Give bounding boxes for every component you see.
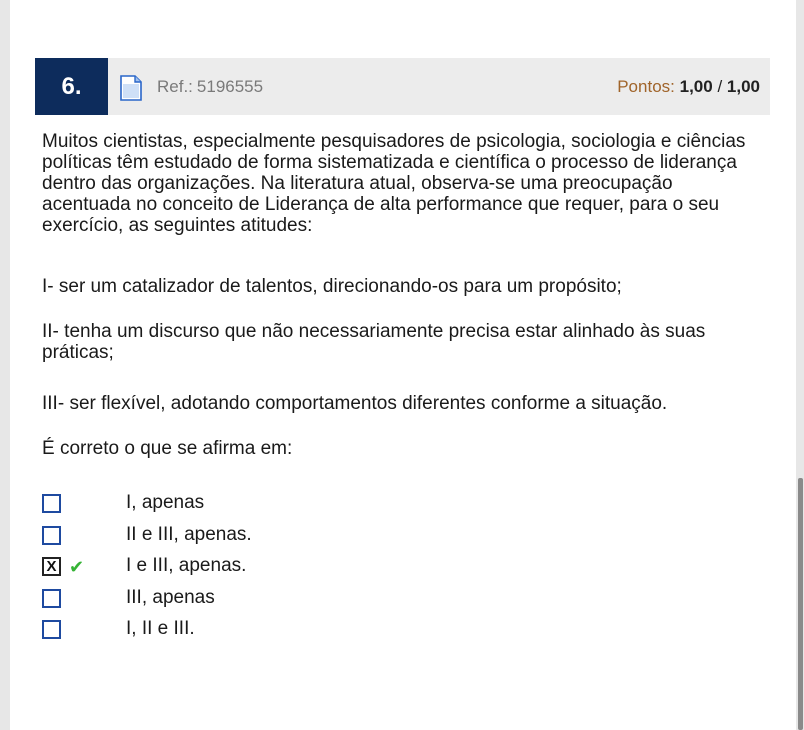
option-label: II e III, apenas. <box>126 523 252 545</box>
points-separator: / <box>717 77 723 96</box>
answer-option[interactable] <box>42 524 442 556</box>
page-frame-left <box>0 0 10 730</box>
stem-item-ii: II- tenha um discurso que não necessariamente precisa estar alinhado às suas práticas; <box>42 321 706 363</box>
checkmark-icon: ✔ <box>69 557 85 577</box>
question-header <box>35 58 770 115</box>
option-checkbox[interactable] <box>42 526 61 545</box>
stem-item-iii: III- ser flexível, adotando comportamentos diferentes conforme a situação. <box>42 393 668 414</box>
answer-option[interactable] <box>42 492 442 524</box>
points-label: Pontos: <box>617 77 675 96</box>
stem-intro: Muitos cientistas, especialmente pesquisadores de psicologia, sociologia e ciências políticas têm estudado de forma sistematizada e científica o processo de liderança dentro das organizações. Na literatura atual, observa-se uma preocupação acentuada no conceito de Liderança de alta performance que requer, para o seu exercício, as seguintes atitudes: <box>42 131 746 236</box>
option-label: I, II e III. <box>126 618 195 639</box>
reference-value: 5196555 <box>196 77 264 96</box>
answer-option[interactable] <box>42 618 442 650</box>
option-checkbox[interactable] <box>42 589 61 608</box>
scrollbar-thumb[interactable] <box>798 478 803 730</box>
reference-code <box>157 77 263 97</box>
stem-question: É correto o que se afirma em: <box>42 438 293 459</box>
answer-options <box>42 492 442 650</box>
answer-option-selected[interactable] <box>42 555 442 587</box>
points-total: 1,00 <box>726 77 760 96</box>
option-label: I e III, apenas. <box>126 555 247 576</box>
document-icon[interactable] <box>120 75 142 101</box>
answer-option[interactable] <box>42 587 442 619</box>
option-checkbox-checked[interactable]: X <box>42 557 61 576</box>
option-checkbox[interactable] <box>42 620 61 639</box>
option-label: III, apenas <box>126 586 215 608</box>
stem-item-i: I- ser um catalizador de talentos, direcionando-os para um propósito; <box>42 276 622 297</box>
points-display <box>617 77 760 97</box>
points-earned: 1,00 <box>679 77 713 96</box>
option-checkbox[interactable] <box>42 494 61 513</box>
option-label: I, apenas <box>126 492 205 513</box>
reference-label: Ref.: <box>157 77 193 96</box>
question-number-badge: 6. <box>35 58 108 115</box>
